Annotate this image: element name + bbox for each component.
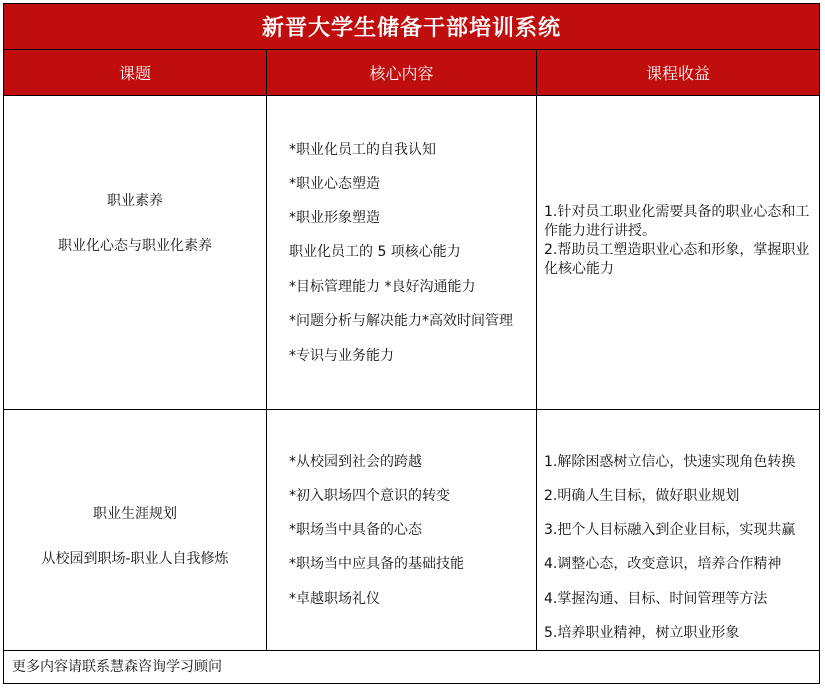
content-item: *职场当中应具备的基础技能 xyxy=(289,556,464,572)
content-item: *职场当中具备的心态 xyxy=(289,522,422,538)
benefit-item: 1.针对员工职业化需要具备的职业心态和工作能力进行讲授。 xyxy=(544,204,810,239)
topic-subtitle: 职业化心态与职业化素养 xyxy=(58,238,212,254)
benefit-item: 4.调整心态，改变意识，培养合作精神 xyxy=(544,556,782,572)
content-item: *问题分析与解决能力*高效时间管理 xyxy=(289,313,513,329)
content-item: *职业形象塑造 xyxy=(289,210,380,226)
header-content: 核心内容 xyxy=(266,49,536,96)
content-item: *职业化员工的自我认知 xyxy=(289,142,436,158)
benefit-item: 4.掌握沟通、目标、时间管理等方法 xyxy=(544,591,768,607)
topic-title: 职业素养 xyxy=(107,193,163,209)
topic-title: 职业生涯规划 xyxy=(93,506,177,522)
content-item: *卓越职场礼仪 xyxy=(289,591,380,607)
column-divider xyxy=(536,96,537,650)
footer-note: 更多内容请联系慧森咨询学习顾问 xyxy=(12,659,222,675)
page-title: 新晋大学生储备干部培训系统 xyxy=(4,4,819,49)
table-frame xyxy=(3,3,820,684)
header-benefits: 课程收益 xyxy=(536,49,819,96)
content-item: *从校园到社会的跨越 xyxy=(289,454,422,470)
content-item: *专识与业务能力 xyxy=(289,348,394,364)
benefit-item: 5.培养职业精神，树立职业形象 xyxy=(544,625,740,641)
benefit-item: 3.把个人目标融入到企业目标，实现共赢 xyxy=(544,522,796,538)
content-item: *目标管理能力 *良好沟通能力 xyxy=(289,279,476,295)
content-item: *初入职场四个意识的转变 xyxy=(289,488,450,504)
content-item: 职业化员工的 5 项核心能力 xyxy=(289,244,461,260)
benefit-item: 2.明确人生目标，做好职业规划 xyxy=(544,488,740,504)
column-divider xyxy=(266,96,267,650)
benefit-item: 1.解除困惑树立信心，快速实现角色转换 xyxy=(544,454,796,470)
benefit-item: 2.帮助员工塑造职业心态和形象，掌握职业化核心能力 xyxy=(544,242,810,277)
topic-subtitle: 从校园到职场-职业人自我修炼 xyxy=(41,551,229,567)
header-topic: 课题 xyxy=(4,49,266,96)
row-divider xyxy=(4,650,819,651)
row-divider xyxy=(4,409,819,410)
content-item: *职业心态塑造 xyxy=(289,176,380,192)
